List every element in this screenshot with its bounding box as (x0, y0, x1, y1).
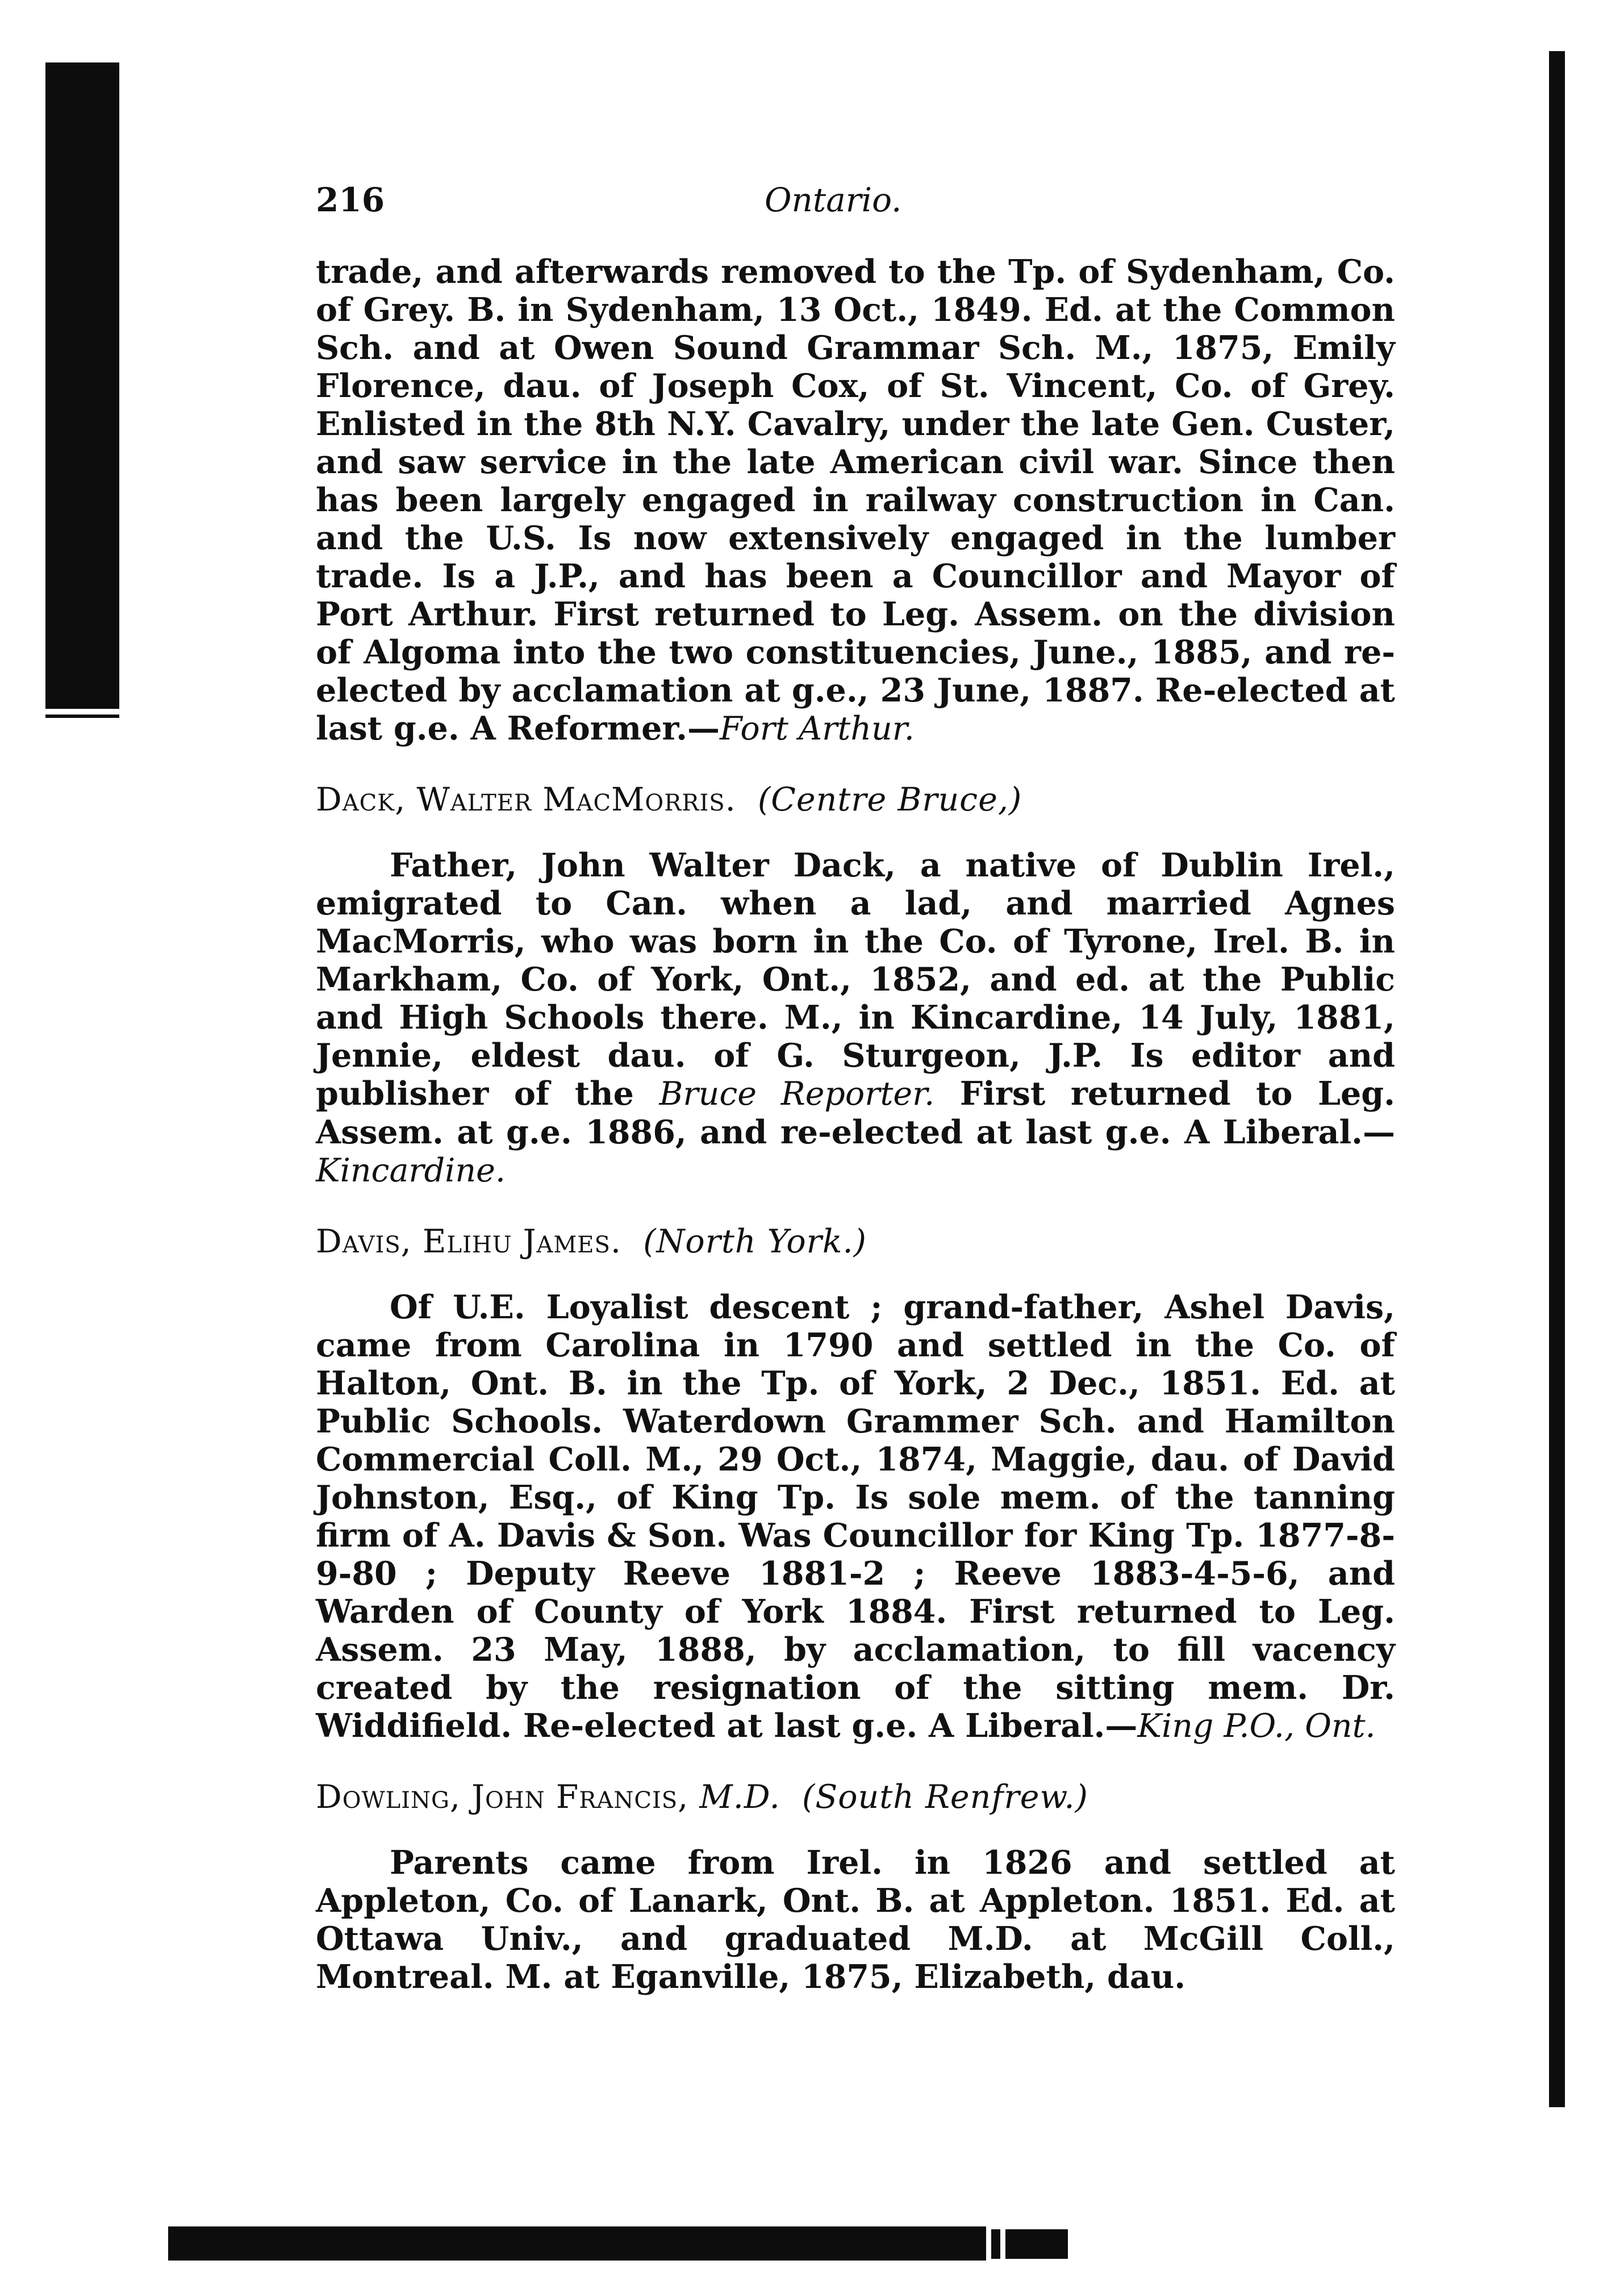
riding: (North York.) (643, 1223, 867, 1260)
paragraph-text: Father, John Walter Dack, a native of Dublin Irel., emigrated to Can. when a lad, and married Agnes MacMorris, who was born in the Co. of Tyrone, Irel. B. in Markham, Co. of York, Ont., 1852, and ed. at the Public and High Schools there. M., in Kincardine, 14 July, 1881, Jennie, eldest dau. of G. Sturgeon, J.P. Is editor and publisher of the (316, 846, 1395, 1113)
member-name: Dack, Walter MacMorris. (316, 781, 736, 818)
entry-heading (316, 781, 1395, 819)
entry-heading (316, 1223, 1395, 1261)
paragraph-text: First returned to Leg. Assem. at g.e. 1886, and re-elected at last g.e. A Liberal.— (316, 1075, 1395, 1151)
riding: (South Renfrew.) (801, 1778, 1088, 1816)
scan-edge-bottom (1005, 2229, 1068, 2259)
address: Fort Arthur. (720, 710, 915, 747)
paragraph-text: Of U.E. Loyalist descent ; grand-father, Ashel Davis, came from Carolina in 1790 and settled in the Co. of Halton, Ont. B. in the Tp. of York, 2 Dec., 1851. Ed. at Public Schools. Waterdown Grammer Sch. and Hamilton Commercial Coll. M., 29 Oct., 1874, Maggie, dau. of David Johnston, Esq., of King Tp. Is sole mem. of the tanning firm of A. Davis & Son. Was Councillor for King Tp. 1877-8-9-80 ; Deputy Reeve 1881-2 ; Reeve 1883-4-5-6, and Warden of County of York 1884. First returned to Leg. Assem. 23 May, 1888, by acclamation, to fill vacency created by the resignation of the sitting mem. Dr. Widdifield. Re-elected at last g.e. A Liberal.— (316, 1288, 1395, 1745)
entry-paragraph (316, 846, 1395, 1190)
opening-paragraph (316, 253, 1395, 748)
page-number: 216 (316, 181, 385, 219)
paragraph-text: trade, and afterwards removed to the Tp. of Sydenham, Co. of Grey. B. in Sydenham, 13 Oct., 1849. Ed. at the Common Sch. and at Owen Sound Grammar Sch. M., 1875, Emily Florence, dau. of Joseph Cox, of St. Vincent, Co. of Grey. Enlisted in the 8th N.Y. Cavalry, under the late Gen. Custer, and saw service in the late American civil war. Since then has been largely engaged in railway construction in Can. and the U.S. Is now extensively engaged in the lumber trade. Is a J.P., and has been a Councillor and Mayor of Port Arthur. First returned to Leg. Assem. on the division of Algoma into the two constituencies, June., 1885, and re-elected by acclamation at g.e., 23 June, 1887. Re-elected at last g.e. A Reformer.— (316, 253, 1395, 747)
page-header (316, 181, 1395, 226)
scan-edge-right (1549, 51, 1565, 2107)
riding: (Centre Bruce,) (758, 781, 1022, 818)
entry-paragraph (316, 1288, 1395, 1745)
text-column (316, 253, 1395, 1996)
entry-heading (316, 1778, 1395, 1816)
running-title: Ontario. (765, 181, 902, 219)
member-name: Dowling, John Francis, (316, 1778, 689, 1816)
paragraph-text: Parents came from Irel. in 1826 and settled at Appleton, Co. of Lanark, Ont. B. at Appleton. 1851. Ed. at Ottawa Univ., and graduated M.D. at McGill Coll., Montreal. M. at Eganville, 1875, Elizabeth, dau. (316, 1844, 1395, 1996)
degree: M.D. (699, 1778, 780, 1816)
scan-edge-left-stripe (45, 704, 119, 709)
address: King P.O., Ont. (1137, 1707, 1376, 1745)
scan-edge-bottom (991, 2229, 1000, 2259)
member-name: Davis, Elihu James. (316, 1223, 622, 1260)
scan-edge-left-stripe (45, 715, 119, 718)
scan-edge-bottom (168, 2226, 986, 2261)
scan-edge-left (45, 62, 119, 704)
newspaper-title: Bruce Reporter. (659, 1075, 935, 1113)
address: Kincardine. (316, 1152, 506, 1189)
entry-paragraph (316, 1844, 1395, 1996)
